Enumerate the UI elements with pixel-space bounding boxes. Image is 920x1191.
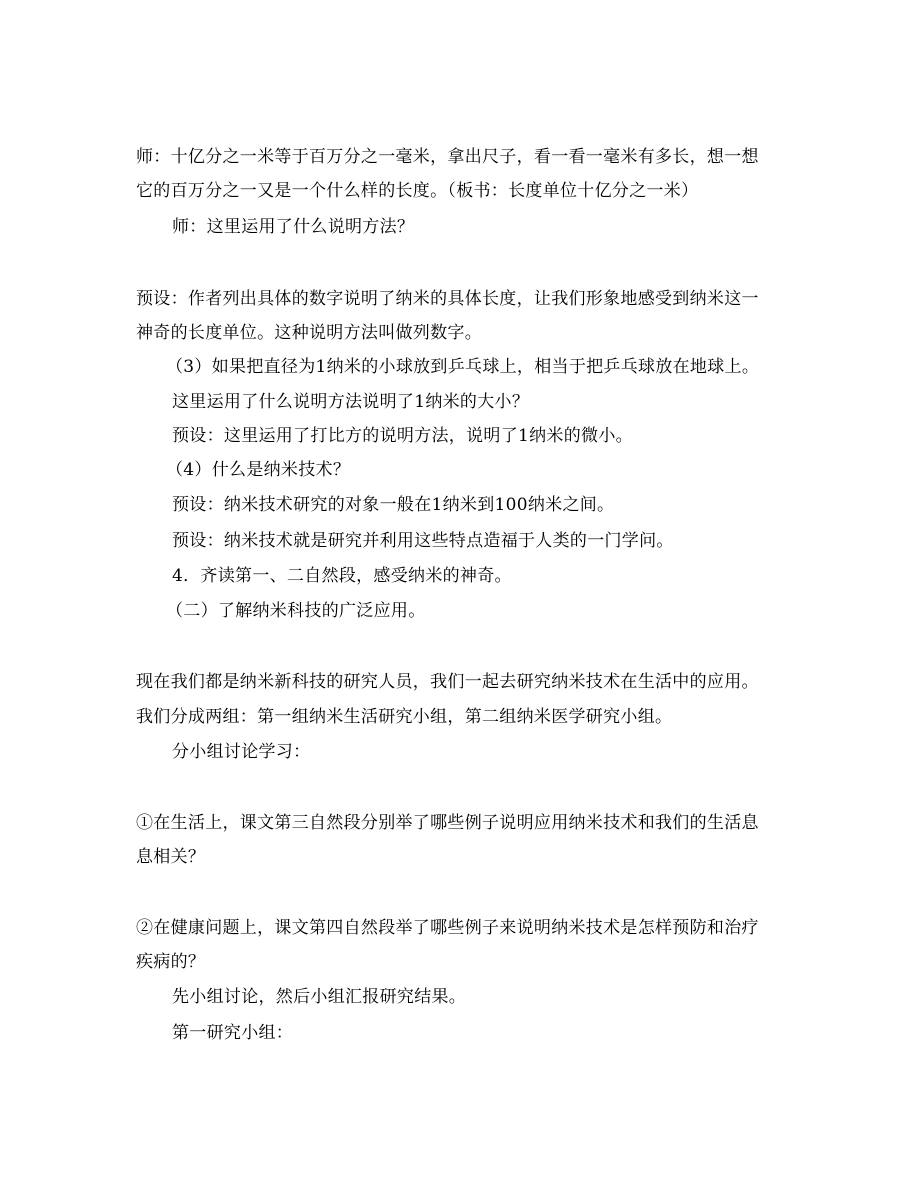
text-line: 神奇的长度单位。这种说明方法叫做列数字。: [136, 323, 482, 343]
text-line: 它的百万分之一又是一个什么样的长度。（板书：长度单位十亿分之一米）: [136, 181, 699, 201]
text-line: ②在健康问题上，课文第四自然段举了哪些例子来说明纳米技术是怎样预防和治疗: [136, 918, 759, 938]
text-line: （3）如果把直径为1纳米的小球放到乒乓球上，相当于把乒乓球放在地球上。: [166, 357, 760, 377]
text-line: 现在我们都是纳米新科技的研究人员，我们一起去研究纳米技术在生活中的应用。: [136, 672, 759, 692]
text-line: ①在生活上，课文第三自然段分别举了哪些例子说明应用纳米技术和我们的生活息: [136, 813, 759, 833]
text-line: 预设：这里运用了打比方的说明方法，说明了1纳米的微小。: [172, 426, 633, 446]
text-line: 预设：纳米技术研究的对象一般在1纳米到100纳米之间。: [172, 495, 615, 515]
text-line: 疾病的？: [136, 952, 206, 972]
text-line: （4）什么是纳米技术？: [166, 460, 351, 480]
text-line: 师：十亿分之一米等于百万分之一毫米，拿出尺子，看一看一毫米有多长，想一想: [136, 147, 759, 167]
text-line: 息相关？: [136, 847, 206, 867]
text-line: 4．齐读第一、二自然段，感受纳米的神奇。: [172, 566, 512, 586]
text-line: 师：这里运用了什么说明方法？: [172, 217, 415, 237]
text-line: 这里运用了什么说明方法说明了1纳米的大小？: [172, 392, 530, 412]
text-line: 第一研究小组：: [172, 1023, 294, 1043]
text-line: 预设：纳米技术就是研究并利用这些特点造福于人类的一门学问。: [172, 531, 674, 551]
text-line: 先小组讨论，然后小组汇报研究结果。: [172, 987, 467, 1007]
text-line: 分小组讨论学习：: [172, 742, 311, 762]
text-line: 预设：作者列出具体的数字说明了纳米的具体长度，让我们形象地感受到纳米这一: [136, 289, 759, 309]
text-line: （二）了解纳米科技的广泛应用。: [166, 601, 426, 621]
text-line: 我们分成两组：第一组纳米生活研究小组，第二组纳米医学研究小组。: [136, 707, 673, 727]
